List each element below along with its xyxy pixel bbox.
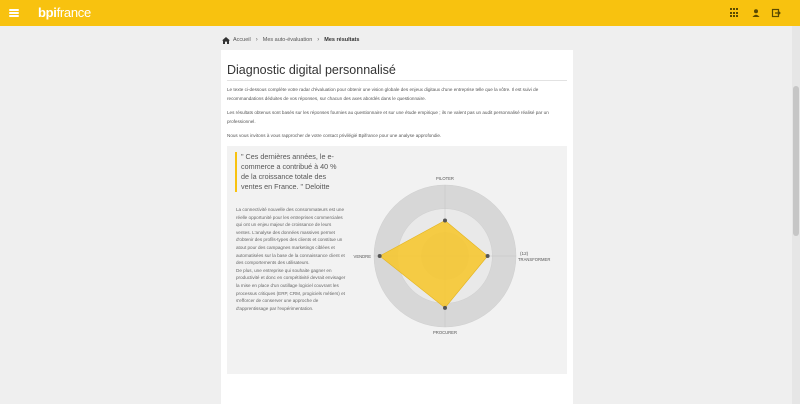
logout-icon[interactable] [771,8,781,18]
disclaimer-paragraph: Les résultats obtenus sont basés sur les réponses fournies au questionnaire et sur une étude empirique ; ils ne valent pas un audit personnalisé réalisé par un professionnel. [227,110,549,124]
breadcrumb [222,35,359,45]
apps-icon[interactable] [730,8,740,18]
axis-label-procurer: PROCURER [433,330,457,335]
results-card [221,50,573,404]
home-icon[interactable] [222,37,230,44]
scrollbar-thumb[interactable] [793,86,799,236]
menu-icon[interactable] [9,9,19,17]
user-icon[interactable] [751,8,761,18]
bpifrance-logo[interactable] [38,5,91,20]
axis-label-transformer-score: (12) [520,251,529,256]
breadcrumb-current: Mes résultats [324,37,360,43]
page-scrollbar[interactable] [792,26,800,404]
radar-chart [347,146,567,374]
title-divider [227,80,567,81]
contact-paragraph: Nous vous invitons à vous rapprocher de votre contact privilégié Bpifrance pour une analyse approfondie. [227,133,442,138]
intro-paragraph: Le texte ci-dessous complète votre radar d'évaluation pour obtenir une vision globale des enjeux digitaux d'une entreprise telle que la vôtre. Il est suivi de recommandations déduites de vos réponses, sur chacun des axes abordés dans le questionnaire. [227,87,539,101]
page-title: Diagnostic digital personnalisé [227,63,396,77]
radar-point-procurer [443,306,447,310]
breadcrumb-separator: › [317,37,320,43]
logo-france-text: france [56,5,91,20]
axis-label-transformer: TRANSFORMER [518,257,551,262]
breadcrumb-home[interactable]: Accueil [233,37,251,43]
top-bar [0,0,800,26]
breadcrumb-separator: › [255,37,258,43]
diagnostic-panel [227,146,567,374]
radar-point-piloter [443,219,447,223]
recommendation-text: La connectivité nouvelle des consommateurs est une réelle opportunité pour les entreprises commerciales qui ont un enjeu majeur de croissance de leurs ventes. L'analyse des données massives permet d'obtenir des profils-types des clients et constitue un atout pour des campagnes marketings ciblées et automatisées sur la base de la connaissance client et des comportements des utilisateurs. De plus, une entreprise qui souhaite gagner en productivité et donc en compétitivité devrait envisager la mise en place d'un outillage logiciel couvrant les processus critiques (ERP, CRM, progiciels métiers) et s'efforcer de conserver une approche de d'apprentissage par l'expérimentation. [236,207,346,311]
radar-point-transformer [486,254,490,258]
quote-block: " Ces dernières années, le e-commerce a contribué à 40 % de la croissance totale des ventes en France. " Deloitte [235,152,345,192]
axis-label-piloter: PILOTER [436,176,454,181]
radar-point-vendre [378,254,382,258]
axis-label-vendre: VENDRE [353,254,371,259]
logo-bpi-text: bpi [38,5,57,20]
breadcrumb-auto-evaluation[interactable]: Mes auto-évaluation [262,37,313,43]
